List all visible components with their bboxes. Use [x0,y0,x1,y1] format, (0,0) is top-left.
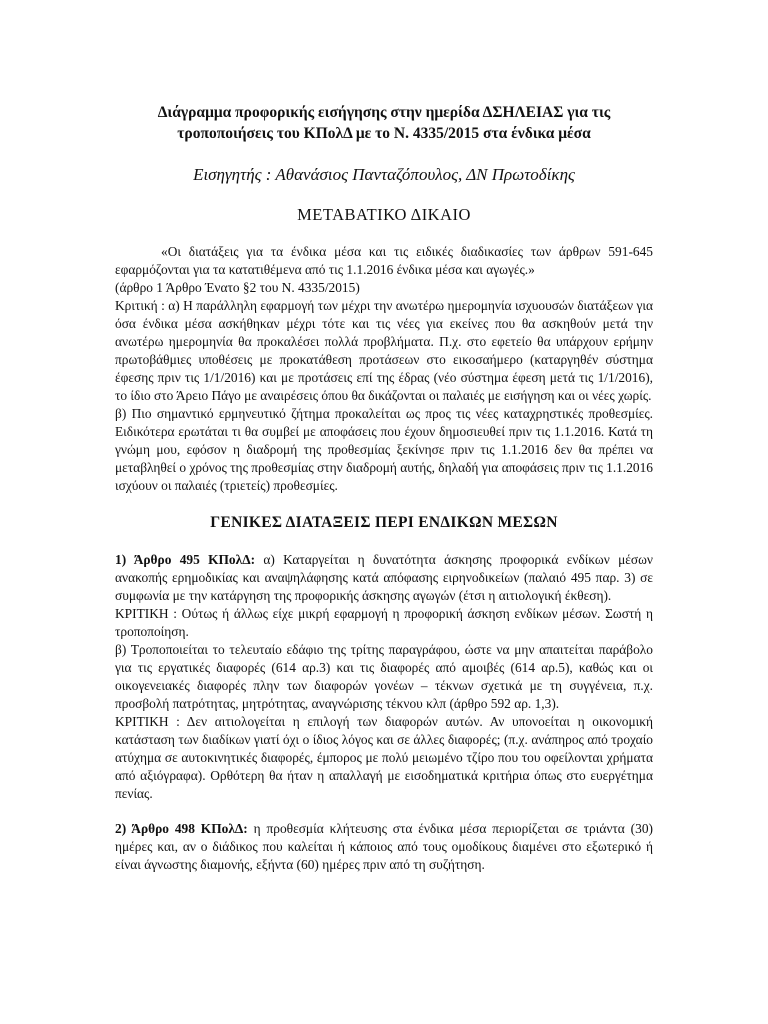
article-495-critique: ΚΡΙΤΙΚΗ : Ούτως ή άλλως είχε μικρή εφαρμογή η προφορική άσκηση ενδίκων μέσων. Σωστή η τροποποίηση. [115,606,653,639]
article-495-text: α) Καταργείται η δυνατότητα άσκησης προφορικά ενδίκων μέσων ανακοπής ερημοδικίας και αναψηλάφησης κατά απόφασης ειρηνοδικείων (παλαιό 495 παρ. 3) σε συμφωνία με την κατάργηση της προφορικής άσκησης αγωγών (έτσι η αιτιολογική έκθεση). [115,552,653,603]
article-495-label: 1) Άρθρο 495 ΚΠολΔ: [115,552,256,567]
article-498-paragraph [115,820,653,874]
speaker-line: Εισηγητής : Αθανάσιος Πανταζόπουλος, ΔΝ Πρωτοδίκης [193,165,575,184]
quoted-provision: «Οι διατάξεις για τα ένδικα μέσα και τις ειδικές διαδικασίες των άρθρων 591-645 εφαρμόζονται για τα κατατιθέμενα από τις 1.1.2016 ένδικα μέσα και αγωγές.» [115,244,653,277]
article-495-paragraph [115,551,653,605]
section-heading-general-provisions: ΓΕΝΙΚΕΣ ΔΙΑΤΑΞΕΙΣ ΠΕΡΙ ΕΝΔΙΚΩΝ ΜΕΣΩΝ [210,514,558,531]
article-495-paragraph-b: β) Τροποποιείται το τελευταίο εδάφιο της τρίτης παραγράφου, ώστε να μην απαιτείται παράβολο για τις εργατικές διαφορές (614 αρ.3) και τις διαφορές από αμοιβές (614 αρ.5), καθώς και οι οικογενειακές διαφορές πλην των διαφορών γονέων – τέκνων σχετικά με τη συγγένεια, π.χ. προσβολή πατρότητας, μητρότητας, αναγνώρισης τέκνου κλπ (άρθρο 592 αρ. 1,3). [115,642,653,711]
law-reference: (άρθρο 1 Άρθρο Ένατο §2 του Ν. 4335/2015) [115,280,360,295]
article-498-text: η προθεσμία κλήτευσης στα ένδικα μέσα περιορίζεται σε τριάντα (30) ημέρες και, αν ο διάδικος που καλείται ή κάποιος από τους ομοδίκους διαμένει στο εξωτερικό ή είναι άγνωστης διαμονής, εξήντα (60) ημέρες πριν από τη συζήτηση. [115,821,653,872]
section-heading-transitional-law: ΜΕΤΑΒΑΤΙΚΟ ΔΙΚΑΙΟ [297,205,471,224]
article-495-critique-b: ΚΡΙΤΙΚΗ : Δεν αιτιολογείται η επιλογή των διαφορών αυτών. Αν υπονοείται η οικονομική κατάσταση των διαδίκων γιατί όχι ο ίδιος λόγος και σε άλλες διαφορές; (π.χ. ανάπηρος από τροχαίο ατύχημα σε αυτοκινητικές διαφορές, έμπορος με πολύ μειωμένο τζίρο που του οφείλονται χρήματα από αξιόγραφα). Ορθότερη θα ήταν η απαλλαγή με εισοδηματικά κριτήρια όπως στο ευεργέτημα πενίας. [115,714,653,801]
critique-paragraph-b: β) Πιο σημαντικό ερμηνευτικό ζήτημα προκαλείται ως προς τις νέες καταχρηστικές προθεσμίες. Ειδικότερα ερωτάται τι θα συμβεί με αποφάσεις που έχουν δημοσιευθεί πριν τις 1.1.2016. Κατά τη γνώμη μου, εφόσον η διαδρομή της προθεσμίας ξεκίνησε πριν τις 1.1.2016 δεν θα πρέπει να μεταβληθεί ο χρόνος της προθεσμίας στην διαδρομή αυτής, δηλαδή για αποφάσεις πριν τις 1.1.2016 ισχύουν οι παλαιές (τριετείς) προθεσμίες. [115,406,653,493]
document-title: Διάγραμμα προφορικής εισήγησης στην ημερίδα ΔΣΗΛΕΙΑΣ για τις τροποποιήσεις του ΚΠολΔ με το Ν. 4335/2015 στα ένδικα μέσα [157,104,611,142]
article-498-label: 2) Άρθρο 498 ΚΠολΔ: [115,821,248,836]
critique-paragraph-a: Κριτική : α) Η παράλληλη εφαρμογή των μέχρι την ανωτέρω ημερομηνία ισχυουσών διατάξεων για όσα ένδικα μέσα ασκήθηκαν μέχρι τότε και τις νέες για εκείνες που θα ασκηθούν μετά την ανωτέρω ημερομηνία θα προκαλέσει πολλά προβλήματα. Π.χ. στο εφετείο θα υπάρχουν ερήμην πρωτοβάθμιες υποθέσεις με προκατάθεση προτάσεων στο εικοσαήμερο (καταργηθέν σύστημα έφεσης πριν τις 1/1/2016) και με προτάσεις επί της έδρας (νέο σύστημα έφεση μετά τις 1/1/2016), το ίδιο στο Άρειο Πάγο με αναιρέσεις όπου θα δικάζονται οι παλαιές με εισήγηση και οι νέες χωρίς. [115,298,653,403]
